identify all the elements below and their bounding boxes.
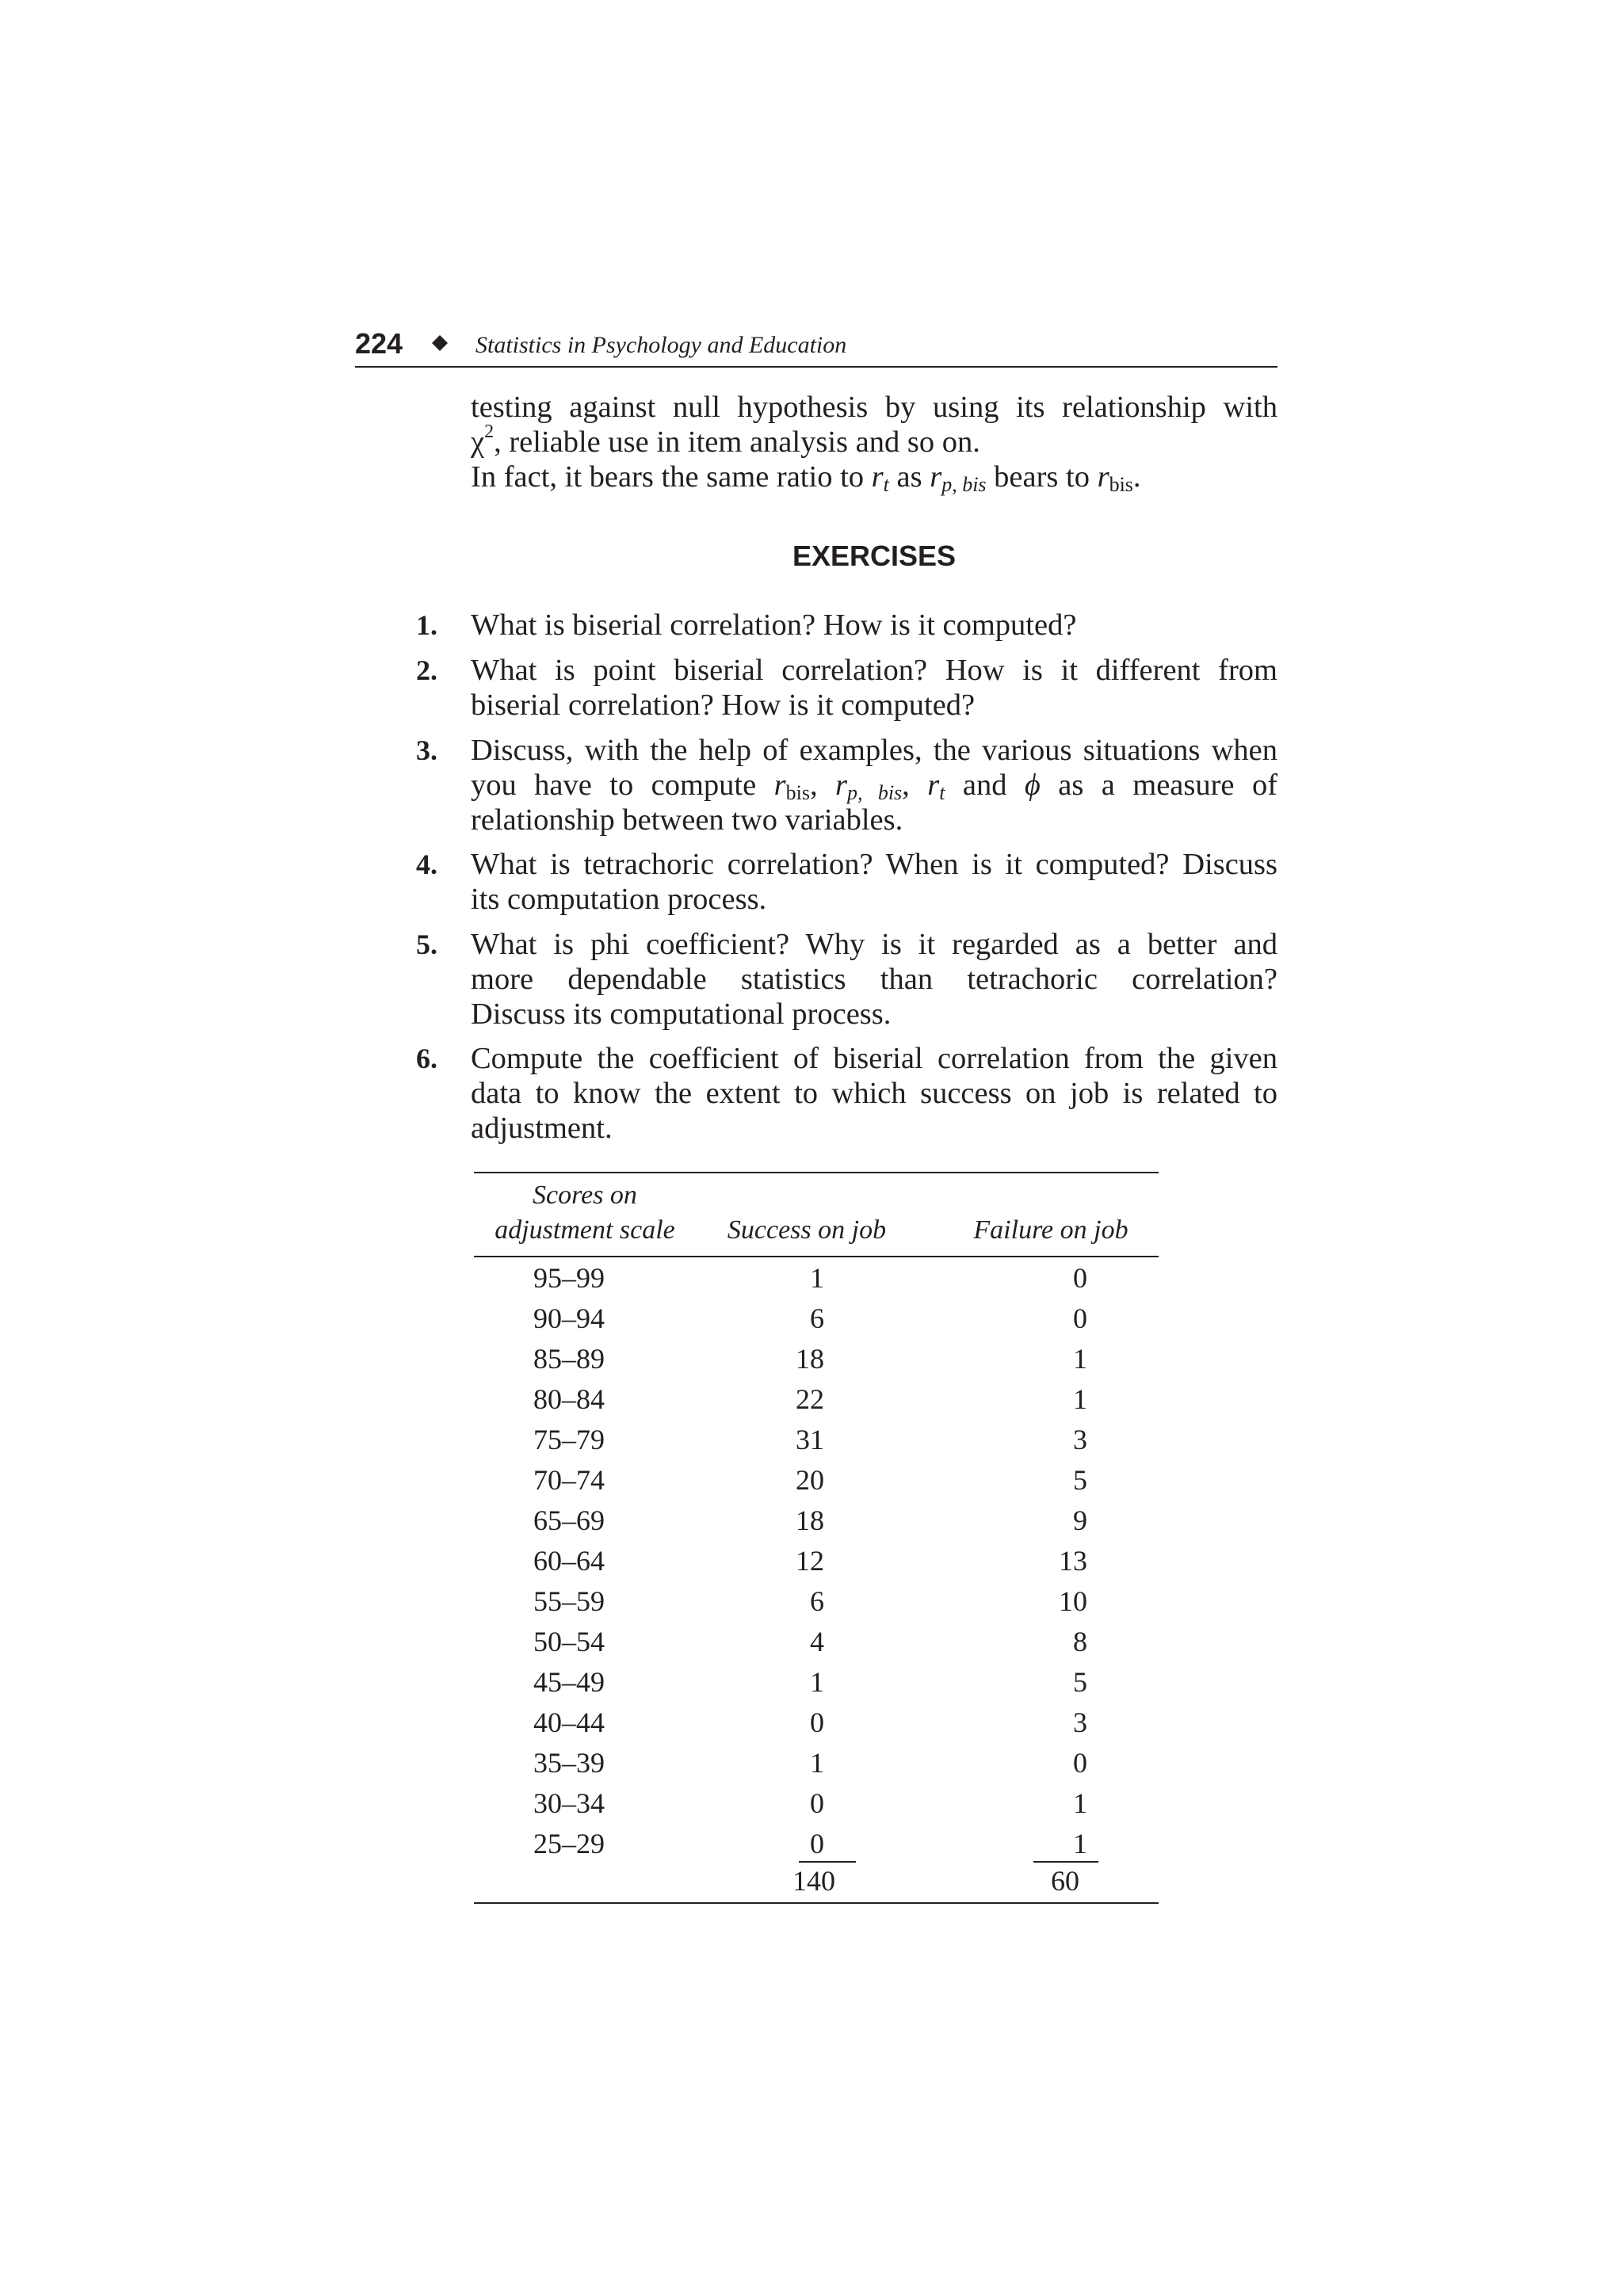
cell-success: 0	[810, 1707, 824, 1738]
intro-paragraph	[471, 390, 1277, 494]
r-symbol: r	[835, 769, 848, 802]
exercise-line: more dependable statistics than tetrachoric correlation?	[471, 963, 1277, 996]
exercise-number: 3.	[416, 734, 437, 766]
cell-scores: 60–64	[533, 1545, 605, 1577]
header-line: adjustment scale	[495, 1215, 675, 1245]
exercise-line	[471, 768, 1277, 803]
header-rule	[474, 1256, 1159, 1257]
data-table	[474, 1172, 1159, 1904]
table-row	[474, 1662, 1159, 1702]
table-row	[474, 1622, 1159, 1661]
cell-scores: 35–39	[533, 1747, 605, 1779]
cell-scores: 70–74	[533, 1464, 605, 1496]
cell-failure: 5	[1073, 1666, 1087, 1698]
r-symbol: r	[1097, 460, 1109, 494]
cell-failure: 9	[1073, 1505, 1087, 1536]
cell-failure: 5	[1073, 1464, 1087, 1496]
exercise-number: 4.	[416, 849, 437, 880]
exercise-number: 1.	[416, 609, 437, 641]
exercise-line: data to know the extent to which success on job is related to	[471, 1077, 1277, 1110]
exercise-text-part: and	[945, 769, 1025, 802]
column-header-success: Success on job	[727, 1215, 887, 1245]
exercise-number: 6.	[416, 1043, 437, 1074]
cell-failure: 0	[1073, 1302, 1087, 1334]
subscript-text: p, bis	[941, 473, 987, 496]
table-row	[474, 1703, 1159, 1742]
running-header	[355, 326, 1277, 368]
cell-scores: 55–59	[533, 1585, 605, 1617]
cell-scores: 95–99	[533, 1262, 605, 1294]
phi-symbol: ϕ	[1024, 769, 1041, 802]
exercise-text	[471, 608, 1277, 643]
cell-success: 1	[810, 1262, 824, 1294]
exercise-text	[471, 653, 1277, 723]
r-subscript-pbis	[847, 781, 902, 804]
exercise-line: What is biserial correlation? How is it computed?	[471, 608, 1077, 642]
diamond-icon	[432, 335, 448, 351]
exercise-line: Discuss, with the help of examples, the various situations when	[471, 734, 1277, 767]
chi-superscript: 2	[484, 421, 495, 442]
r-subscript-pbis	[941, 473, 986, 496]
exercise-text-part: as a measure of	[1040, 769, 1278, 802]
subscript-text: p, bis	[847, 781, 903, 804]
cell-failure: 1	[1073, 1343, 1087, 1375]
table-row	[474, 1420, 1159, 1459]
cell-failure: 10	[1059, 1585, 1087, 1617]
exercise-text-part: you have to compute	[471, 769, 774, 802]
table-row	[474, 1783, 1159, 1823]
intro-line-2-text: , reliable use in item analysis and so on.	[494, 425, 980, 459]
r-subscript-t: t	[883, 473, 889, 496]
cell-success: 6	[810, 1302, 824, 1334]
cell-success: 22	[796, 1383, 824, 1415]
intro-line-3-text-b: as	[888, 460, 930, 494]
table-row	[474, 1460, 1159, 1500]
exercise-line: What is tetrachoric correlation? When is it computed? Discuss	[471, 848, 1277, 881]
cell-success: 18	[796, 1343, 824, 1375]
r-symbol: r	[871, 460, 884, 494]
table-row	[474, 1379, 1159, 1419]
exercises-heading: EXERCISES	[792, 540, 957, 572]
cell-scores: 30–34	[533, 1787, 605, 1819]
exercise-text	[471, 733, 1277, 837]
cell-failure: 1	[1073, 1383, 1087, 1415]
r-symbol: r	[773, 769, 786, 802]
column-header-failure: Failure on job	[973, 1215, 1128, 1245]
r-subscript-bis: bis	[785, 781, 810, 804]
table-row	[474, 1743, 1159, 1783]
table-row	[474, 1501, 1159, 1540]
exercise-line: relationship between two variables.	[471, 803, 903, 837]
exercise-line: its computation process.	[471, 883, 767, 916]
cell-scores: 75–79	[533, 1424, 605, 1455]
exercise-line: What is point biserial correlation? How is it different from	[471, 654, 1277, 687]
table-row	[474, 1824, 1159, 1863]
exercise-number: 2.	[416, 654, 437, 686]
intro-line-1: testing against null hypothesis by using its relationship with	[471, 391, 1277, 424]
table-row	[474, 1258, 1159, 1298]
cell-success: 1	[810, 1747, 824, 1779]
cell-success: 6	[810, 1585, 824, 1617]
cell-scores: 90–94	[533, 1302, 605, 1334]
exercise-line: Discuss its computational process.	[471, 997, 892, 1031]
comma: ,	[809, 769, 836, 802]
cell-success: 4	[810, 1626, 824, 1657]
cell-failure: 3	[1073, 1707, 1087, 1738]
cell-success: 12	[796, 1545, 824, 1577]
cell-scores: 50–54	[533, 1626, 605, 1657]
header-line: Scores on	[533, 1180, 637, 1210]
table-row	[474, 1339, 1159, 1379]
r-subscript-bis: bis	[1109, 473, 1133, 496]
exercise-text	[471, 847, 1277, 917]
total-failure: 60	[1051, 1865, 1079, 1897]
cell-failure: 13	[1059, 1545, 1087, 1577]
cell-failure: 8	[1073, 1626, 1087, 1657]
intro-line-3	[471, 460, 1277, 494]
exercise-text	[471, 927, 1277, 1032]
r-symbol: r	[930, 460, 942, 494]
cell-scores: 80–84	[533, 1383, 605, 1415]
page-number: 224	[355, 327, 403, 360]
table-row	[474, 1581, 1159, 1621]
table-row	[474, 1299, 1159, 1338]
cell-failure: 3	[1073, 1424, 1087, 1455]
cell-failure: 0	[1073, 1262, 1087, 1294]
r-symbol: r	[927, 769, 940, 802]
cell-success: 18	[796, 1505, 824, 1536]
totals-row	[474, 1861, 1159, 1901]
cell-scores: 25–29	[533, 1828, 605, 1859]
cell-scores: 45–49	[533, 1666, 605, 1698]
cell-success: 1	[810, 1666, 824, 1698]
intro-line-3-text-c: bears to	[986, 460, 1098, 494]
exercise-line: What is phi coefficient? Why is it regarded as a better and	[471, 928, 1277, 961]
exercise-text	[471, 1041, 1277, 1146]
cell-success: 0	[810, 1828, 824, 1859]
intro-line-2	[471, 421, 1277, 460]
cell-scores: 85–89	[533, 1343, 605, 1375]
exercise-line: biserial correlation? How is it computed?	[471, 688, 976, 722]
intro-line-3-end: .	[1132, 460, 1141, 494]
cell-failure: 0	[1073, 1747, 1087, 1779]
chi-symbol: χ	[471, 425, 485, 459]
cell-failure: 1	[1073, 1828, 1087, 1859]
cell-failure: 1	[1073, 1787, 1087, 1819]
cell-scores: 40–44	[533, 1707, 605, 1738]
table-row	[474, 1541, 1159, 1581]
comma: ,	[902, 769, 928, 802]
column-header-scores	[474, 1178, 696, 1248]
r-subscript-t: t	[939, 781, 945, 804]
exercise-line: adjustment.	[471, 1112, 613, 1145]
exercise-number: 5.	[416, 929, 437, 960]
intro-line-3-text-a: In fact, it bears the same ratio to	[471, 460, 872, 494]
cell-success: 31	[796, 1424, 824, 1455]
cell-success: 0	[810, 1787, 824, 1819]
cell-success: 20	[796, 1464, 824, 1496]
cell-scores: 65–69	[533, 1505, 605, 1536]
total-success: 140	[792, 1865, 835, 1897]
running-title: Statistics in Psychology and Education	[475, 332, 847, 358]
exercise-line: Compute the coefficient of biserial correlation from the given	[471, 1042, 1277, 1075]
